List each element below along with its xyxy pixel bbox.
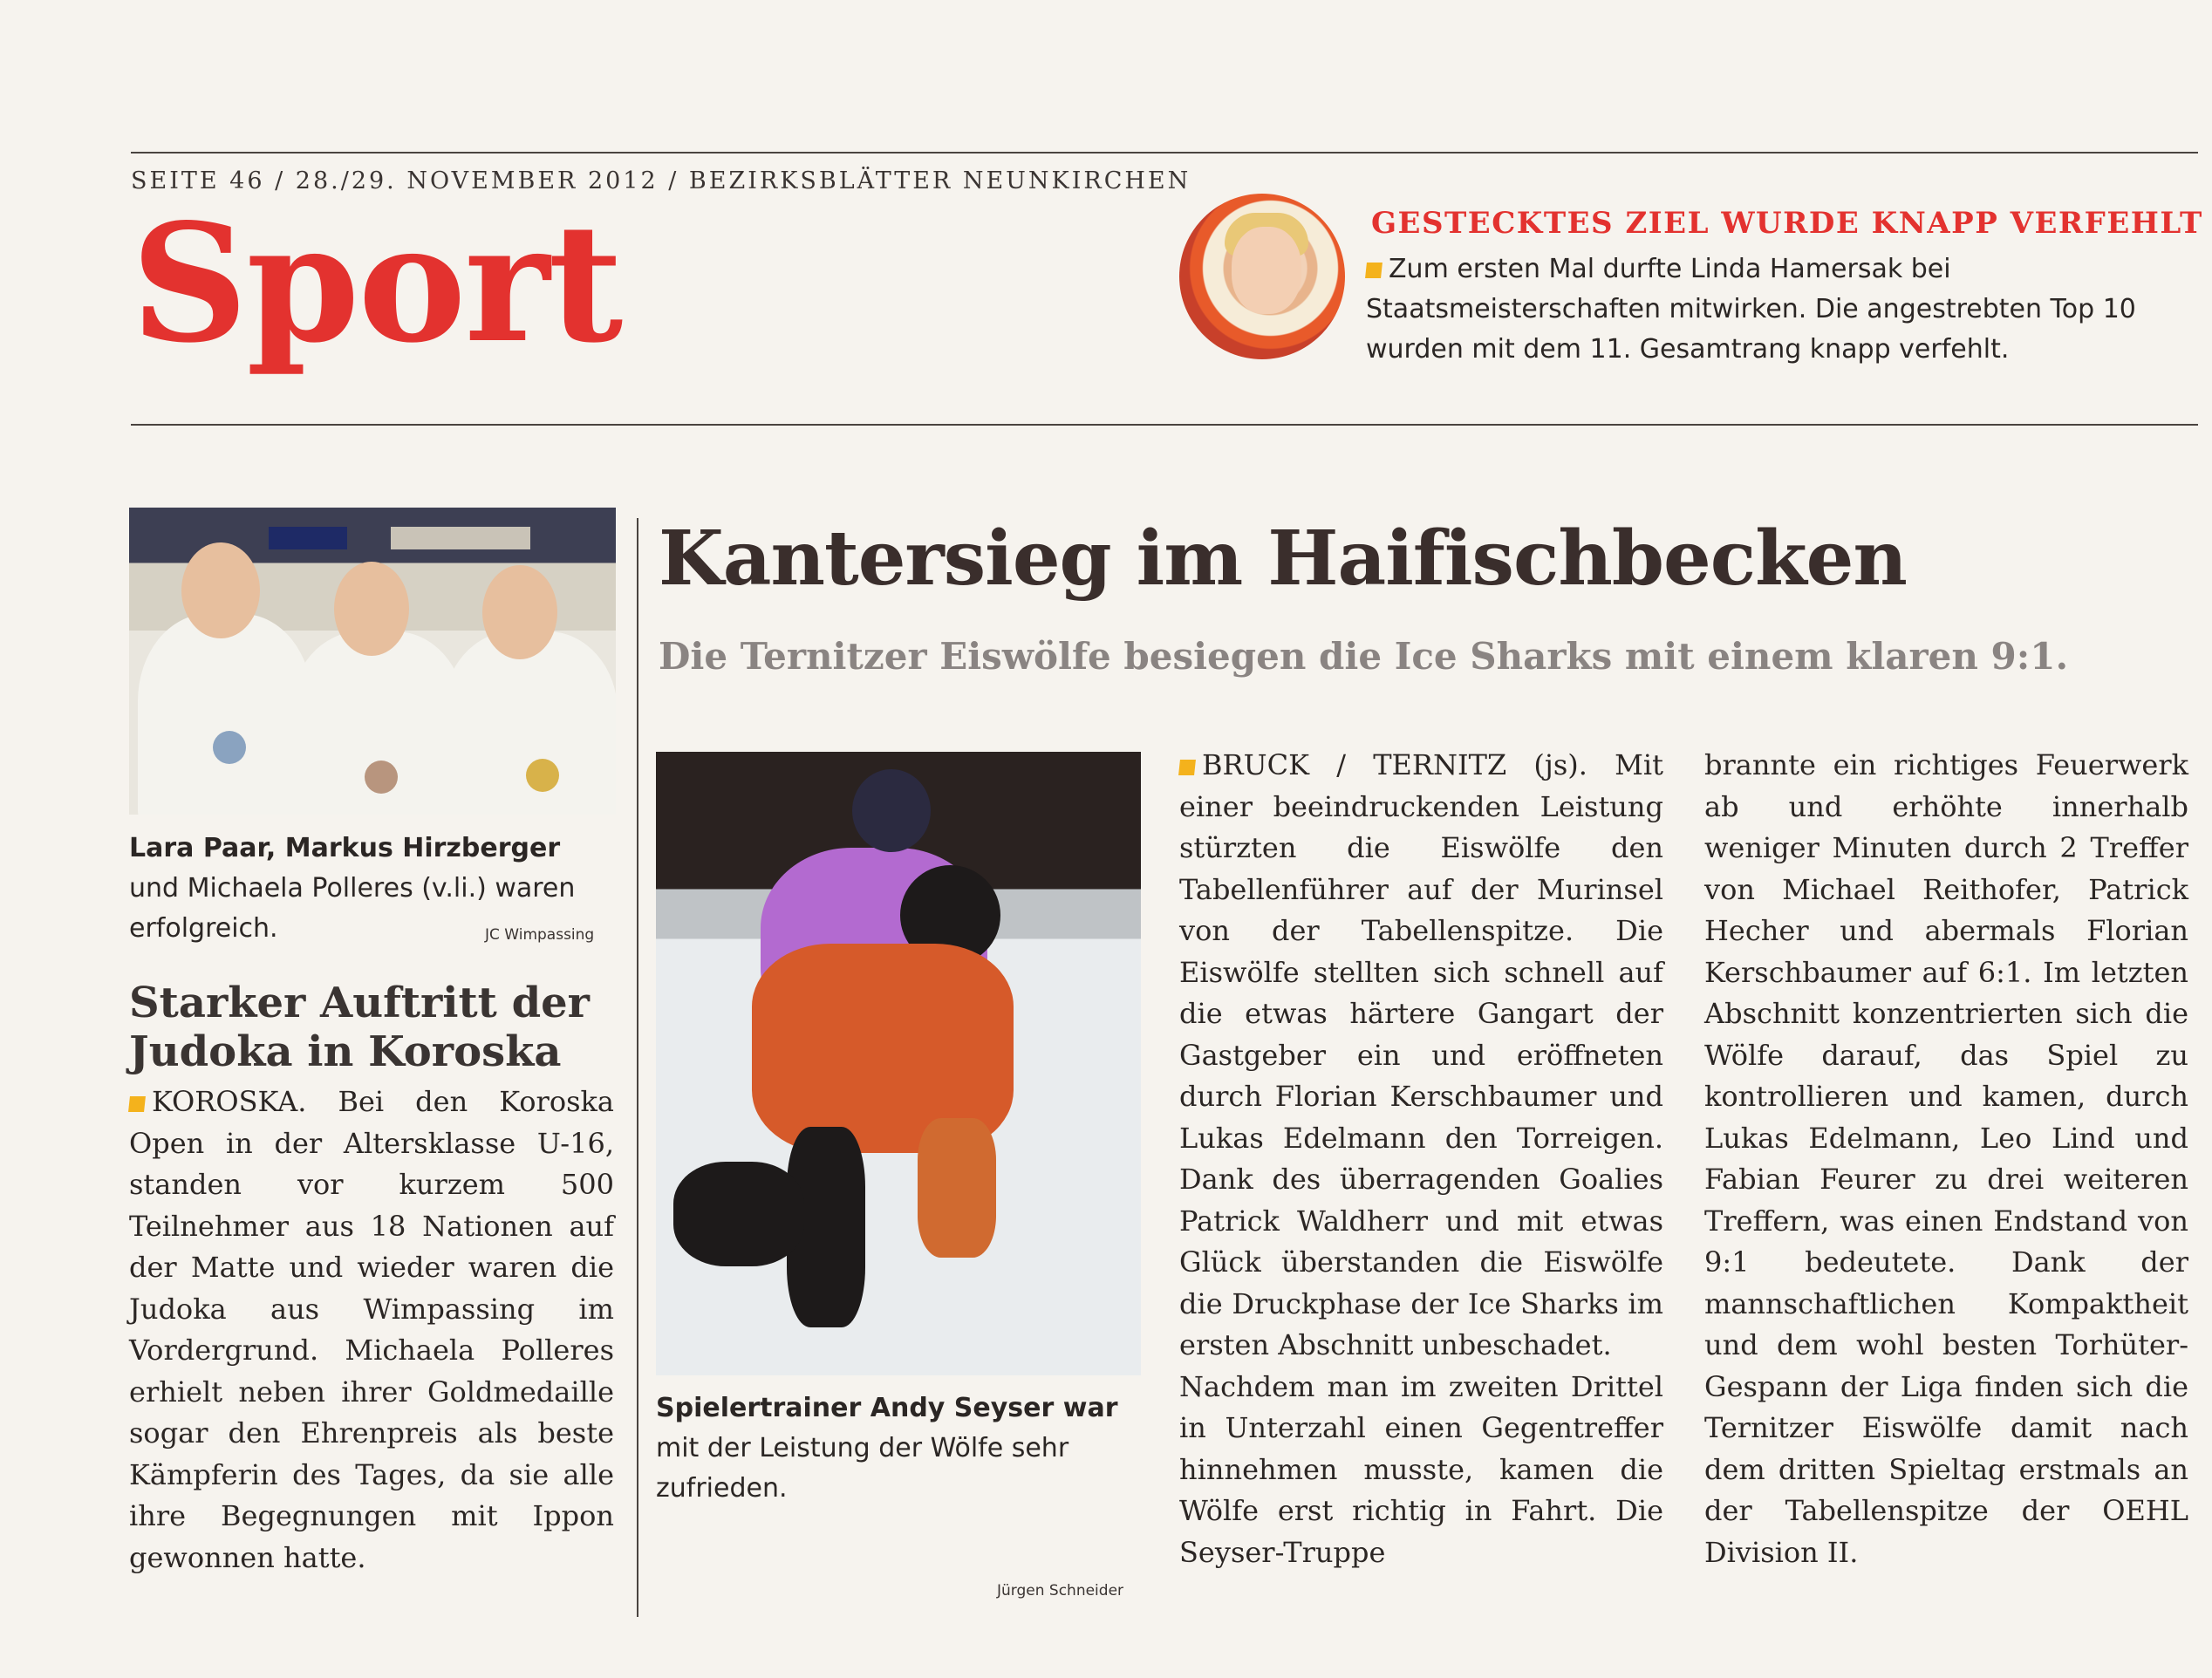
hockey-photo-caption: Spielertrainer Andy Seyser war mit der Leistung der Wölfe sehr zufrieden. xyxy=(656,1393,1118,1504)
top-rule xyxy=(131,152,2198,153)
section-title: Sport xyxy=(131,188,622,379)
main-body-col1: BRUCK / TERNITZ (js). Mit einer beeindruckenden Leistung stürzten die Eiswölfe den Tabellenführer auf der Murinsel von der Tabellenspitze. Die Eiswölfe stellten sich schnell auf die etwas härtere Gangart der Gastgeber ein und eröffneten durch Florian Kerschbaumer und Lukas Edelmann den Torreigen. Dank des überragenden Goalies Patrick Waldherr und mit etwas Glück überstanden die Eiswölfe die Druckphase der Ice Sharks im ersten Abschnitt unbeschadet. Nachdem man im zweiten Drittel in Unterzahl einen Gegentreffer hinnehmen musste, kamen die Wölfe erst richtig in Fahrt. Die Seyser-Truppe xyxy=(1179,748,1663,1569)
hockey-photo-credit: Jürgen Schneider xyxy=(997,1582,1124,1600)
bullet-icon xyxy=(1365,263,1382,278)
teaser-photo xyxy=(1179,194,1345,359)
column-divider xyxy=(637,518,638,1617)
bullet-icon xyxy=(128,1096,146,1112)
judo-photo xyxy=(129,508,616,815)
main-deck: Die Ternitzer Eiswölfe besiegen die Ice Sharks mit einem klaren 9:1. xyxy=(659,635,2069,678)
hockey-photo xyxy=(656,752,1141,1375)
teaser-text: Zum ersten Mal durfte Linda Hamersak bei Staatsmeisterschaften mitwirken. Die angestrebten Top 10 wurden mit dem 11. Gesamtrang knapp verfehlt. xyxy=(1366,254,2136,365)
main-body-col2: brannte ein richtiges Feuerwerk ab und erhöhte innerhalb weniger Minuten durch 2 Treffer von Michael Reithofer, Patrick Hecher und abermals Florian Kerschbaumer auf 6:1. Im letzten Abschnitt konzentrierten sich die Wölfe darauf, das Spiel zu kontrollieren und kamen, durch Lukas Edelmann, Leo Lind und Fabian Feurer zu drei weiteren Treffern, was einen Endstand von 9:1 bedeutete. Dank der mannschaftlichen Kompaktheit und dem wohl besten Torhüter-Gespann der Liga finden sich die Ternitzer Eiswölfe damit nach dem dritten Spieltag erstmals an der Tabellenspitze der OEHL Division II. xyxy=(1704,748,2188,1569)
judo-photo-credit: JC Wimpassing xyxy=(485,926,595,944)
bullet-icon xyxy=(1178,760,1196,775)
judo-photo-caption: Lara Paar, Markus Hirzberger und Michaela Polleres (v.li.) waren erfolgreich. xyxy=(129,833,576,944)
main-headline: Kantersieg im Haifischbecken xyxy=(659,515,1907,603)
judo-body: KOROSKA. Bei den Koroska Open in der Altersklasse U-16, standen vor kurzem 500 Teilnehmer aus 18 Nationen auf der Matte und wieder waren die Judoka aus Wimpassing im Vordergrund. Michaela Polleres erhielt neben ihrer Goldmedaille sogar den Ehrenpreis als beste Kämpferin des Tages, da sie alle ihre Begegnungen mit Ippon gewonnen hatte. xyxy=(129,1085,614,1574)
page-kicker: SEITE 46 / 28./29. NOVEMBER 2012 / BEZIRKSBLÄTTER NEUNKIRCHEN xyxy=(131,167,1191,194)
judo-headline: Starker Auftritt der Judoka in Koroska xyxy=(129,979,590,1076)
teaser-headline: GESTECKTES ZIEL WURDE KNAPP VERFEHLT xyxy=(1371,206,2203,241)
section-rule xyxy=(131,424,2198,426)
